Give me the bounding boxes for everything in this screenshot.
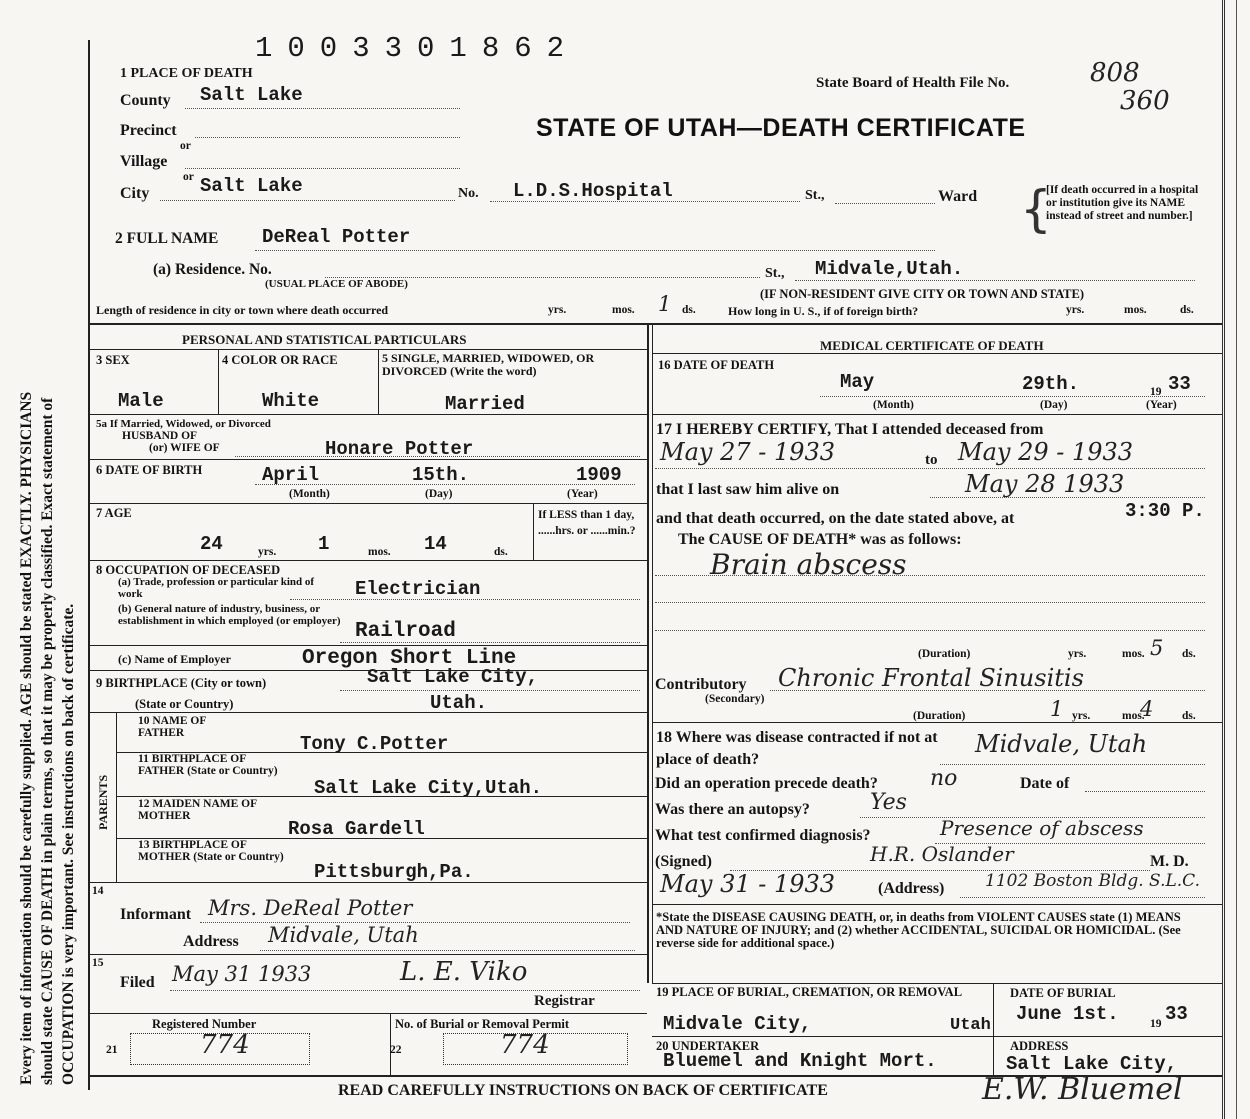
dob-month: April: [262, 464, 320, 486]
length-mos: mos.: [612, 304, 635, 316]
occupation-b-label: (b) General nature of industry, business, or establishment in which employed (or employer): [118, 603, 341, 627]
or-2: or: [183, 171, 194, 183]
duration-label-1: (Duration): [918, 648, 971, 660]
spouse-label-a: 5a If Married, Widowed, or Divorced: [96, 418, 271, 430]
serial-number: 1003301862: [255, 32, 580, 65]
length-residence-label: Length of residence in city or town where death occurred: [96, 303, 389, 317]
duration-label-2: (Duration): [913, 710, 966, 722]
registrar-label: Registrar: [534, 993, 595, 1009]
abode-label: (USUAL PLACE OF ABODE): [265, 278, 408, 290]
marital-label: 5 SINGLE, MARRIED, WIDOWED, OR DIVORCED (Write the word): [382, 351, 595, 378]
dob-year-label: (Year): [567, 488, 598, 500]
full-name-label: 2 FULL NAME: [115, 230, 219, 247]
autopsy-value: Yes: [870, 790, 907, 815]
cause-footnote: *State the DISEASE CAUSING DEATH, or, in deaths from VIOLENT CAUSES state (1) MEANS AND NATURE OF INJURY; and (2) whether ACCIDENTAL, SUICIDAL OR HOMICIDAL. (See reverse side for additional space.): [656, 910, 1181, 950]
or-1: or: [180, 140, 191, 152]
county-value: Salt Lake: [200, 84, 303, 106]
age-ds: 14: [424, 533, 447, 555]
residence-value: Midvale,Utah.: [815, 258, 964, 280]
father-bp-value: Salt Lake City,Utah.: [314, 777, 543, 799]
institution-note: [If death occurred in a hospital or institution give its NAME instead of street and number.]: [1046, 184, 1199, 222]
employer-label: (c) Name of Employer: [118, 652, 231, 666]
attended-from: May 27 - 1933: [660, 438, 836, 466]
spouse-value: Honare Potter: [325, 438, 474, 460]
father-bp-label: 11 BIRTHPLACE OF FATHER (State or Country): [138, 753, 278, 777]
place-of-death-label: 1 PLACE OF DEATH: [120, 66, 253, 81]
death-time-label: and that death occurred, on the date stated above, at: [656, 510, 1015, 527]
contributory-value: Chronic Frontal Sinusitis: [778, 664, 1084, 692]
sex-label: 3 SEX: [96, 353, 130, 367]
burial-place-value: Midvale City,: [663, 1013, 812, 1035]
birthplace-state: Utah.: [430, 692, 488, 714]
item-21: 21: [106, 1044, 118, 1056]
contracted-label: 18 Where was disease contracted if not at place of death?: [656, 729, 938, 768]
informant-address: Midvale, Utah: [268, 923, 419, 947]
dod-year-label: (Year): [1146, 399, 1177, 411]
filed-value: May 31 1933: [172, 962, 312, 986]
city-label: City: [120, 185, 150, 202]
reg-number-value: 774: [200, 1030, 250, 1060]
burial-state-value: Utah: [950, 1016, 991, 1035]
birthplace-city: Salt Lake City,: [367, 666, 539, 688]
physician-address: 1102 Boston Bldg. S.L.C.: [985, 871, 1200, 891]
item-14: 14: [92, 885, 104, 897]
burial-place-label: 19 PLACE OF BURIAL, CREMATION, OR REMOVAL: [656, 985, 963, 999]
burial-date-label: DATE OF BURIAL: [1010, 986, 1116, 1000]
md-label: M. D.: [1150, 853, 1189, 870]
occupation-a-value: Electrician: [355, 578, 481, 600]
city-value: Salt Lake: [200, 175, 303, 197]
residence-st-label: St.,: [765, 266, 785, 281]
howlong-mos: mos.: [1124, 304, 1147, 316]
duration-mos-2: 4: [1140, 697, 1154, 721]
dob-label: 6 DATE OF BIRTH: [96, 463, 203, 477]
marital-value: Married: [445, 393, 525, 415]
county-label: County: [120, 92, 171, 109]
operation-value: no: [930, 766, 958, 791]
filed-label: Filed: [120, 974, 155, 991]
item-15: 15: [92, 957, 104, 969]
informant-value: Mrs. DeReal Potter: [208, 896, 413, 920]
undertaker-address-label: ADDRESS: [1010, 1039, 1069, 1053]
burial-year-value: 33: [1165, 1003, 1188, 1025]
occupation-a-label: (a) Trade, profession or particular kind of work: [118, 576, 315, 600]
age-label: 7 AGE: [96, 506, 132, 520]
registrar-signature: L. E. Viko: [400, 957, 528, 987]
length-ds: ds.: [682, 304, 696, 316]
mother-name-value: Rosa Gardell: [288, 818, 425, 840]
secondary-label: (Secondary): [705, 693, 765, 705]
age-mos: 1: [318, 533, 330, 555]
birthplace-state-label: (State or Country): [135, 697, 234, 711]
informant-address-label: Address: [183, 933, 239, 950]
length-yrs: yrs.: [548, 304, 567, 316]
howlong-ds: ds.: [1180, 304, 1194, 316]
less-than-day: If LESS than 1 day, ......hrs. or ......min.?: [538, 509, 636, 537]
operation-date-label: Date of: [1020, 775, 1070, 792]
file-no-a: 808: [1090, 58, 1140, 88]
parents-label: PARENTS: [96, 774, 110, 830]
age-yrs: 24: [200, 533, 223, 555]
cause-label: The CAUSE OF DEATH* was as follows:: [678, 531, 962, 548]
residence-label: (a) Residence. No.: [153, 261, 272, 278]
street-label: St.,: [805, 188, 825, 203]
spouse-label-b: HUSBAND OF: [122, 430, 198, 442]
duration-ds-1: 5: [1150, 636, 1164, 660]
birthplace-label: 9 BIRTHPLACE (City or town): [96, 676, 267, 690]
race-label: 4 COLOR OR RACE: [222, 353, 338, 367]
dod-month: May: [840, 371, 875, 393]
undertaker-address-value: Salt Lake City,: [1006, 1053, 1178, 1075]
burial-permit-value: 774: [500, 1030, 550, 1060]
race-value: White: [262, 390, 320, 412]
medical-header: MEDICAL CERTIFICATE OF DEATH: [820, 338, 1044, 353]
death-time-value: 3:30 P.: [1125, 500, 1205, 522]
undertaker-value: Bluemel and Knight Mort.: [663, 1050, 937, 1072]
mother-bp-value: Pittsburgh,Pa.: [314, 861, 474, 883]
mother-name-label: 12 MAIDEN NAME OF MOTHER: [138, 798, 257, 822]
instructions-footer: READ CAREFULLY INSTRUCTIONS ON BACK OF CERTIFICATE: [338, 1082, 828, 1099]
contributory-label: Contributory: [655, 676, 747, 693]
employer-value: Oregon Short Line: [302, 647, 517, 670]
autopsy-label: Was there an autopsy?: [655, 801, 810, 818]
village-label: Village: [120, 153, 168, 170]
file-no-label: State Board of Health File No.: [816, 75, 1010, 91]
last-saw-label: that I last saw him alive on: [656, 481, 840, 498]
dod-month-label: (Month): [873, 399, 914, 411]
mother-bp-label: 13 BIRTHPLACE OF MOTHER (State or Country): [138, 839, 284, 863]
dod-day: 29th.: [1022, 373, 1080, 395]
certify-statement: 17 I HEREBY CERTIFY, That I attended deceased from: [656, 421, 1044, 438]
howlong-label: How long in U. S., if of foreign birth?: [728, 304, 919, 318]
father-name-value: Tony C.Potter: [300, 733, 449, 755]
occupation-b-value: Railroad: [355, 620, 456, 643]
length-ds-value: 1: [658, 292, 672, 316]
reg-number-label: Registered Number: [152, 1017, 257, 1031]
margin-instructions-3: OCCUPATION is very important. See instructions on back of certificate.: [60, 603, 77, 1085]
undertaker-label: 20 UNDERTAKER: [656, 1039, 760, 1053]
precinct-label: Precinct: [120, 122, 177, 139]
howlong-yrs: yrs.: [1066, 304, 1085, 316]
spouse-label-c: (or) WIFE OF: [149, 442, 220, 454]
dob-year: 1909: [576, 464, 622, 486]
duration-yrs-2: 1: [1050, 697, 1064, 721]
margin-instructions-1: Every item of information should be carefully supplied. AGE should be stated EXACTLY. PHYSICIANS: [18, 391, 35, 1085]
signed-date: May 31 - 1933: [660, 870, 836, 898]
physician-signature: H.R. Oslander: [870, 842, 1014, 866]
dod-day-label: (Day): [1040, 399, 1068, 411]
dob-month-label: (Month): [289, 488, 330, 500]
test-value: Presence of abscess: [940, 816, 1144, 840]
margin-instructions-2: should state CAUSE OF DEATH in plain terms, so that it may be properly classified. Exact statement of: [39, 397, 56, 1085]
occupation-label: 8 OCCUPATION OF DECEASED: [96, 563, 281, 577]
burial-permit-label: No. of Burial or Removal Permit: [395, 1017, 570, 1031]
last-saw-value: May 28 1933: [965, 470, 1125, 498]
nonresident-label: (IF NON-RESIDENT GIVE CITY OR TOWN AND STATE): [760, 287, 1085, 301]
personal-header: PERSONAL AND STATISTICAL PARTICULARS: [182, 332, 467, 347]
undertaker-signature: E.W. Bluemel: [982, 1072, 1183, 1107]
sex-value: Male: [118, 390, 164, 412]
informant-label: Informant: [120, 906, 192, 923]
signed-label: (Signed): [655, 853, 712, 870]
test-label: What test confirmed diagnosis?: [655, 827, 871, 844]
dob-day-label: (Day): [425, 488, 453, 500]
dob-day: 15th.: [412, 464, 470, 486]
street-no-label: No.: [458, 186, 479, 201]
cause-value: Brain abscess: [710, 548, 907, 581]
file-no-b: 360: [1120, 86, 1170, 116]
attended-to: May 29 - 1933: [958, 438, 1134, 466]
certificate-title: STATE OF UTAH—DEATH CERTIFICATE: [536, 114, 1026, 142]
full-name-value: DeReal Potter: [262, 226, 411, 248]
contracted-value: Midvale, Utah: [975, 730, 1148, 758]
operation-label: Did an operation precede death?: [655, 775, 878, 792]
burial-date-value: June 1st.: [1016, 1003, 1119, 1025]
hospital-value: L.D.S.Hospital: [513, 180, 673, 202]
physician-address-label: (Address): [878, 880, 945, 897]
ward-label: Ward: [938, 188, 978, 205]
date-of-death-label: 16 DATE OF DEATH: [658, 358, 775, 372]
item-22: 22: [390, 1044, 402, 1056]
father-name-label: 10 NAME OF FATHER: [138, 715, 206, 739]
dod-year: 33: [1168, 373, 1191, 395]
